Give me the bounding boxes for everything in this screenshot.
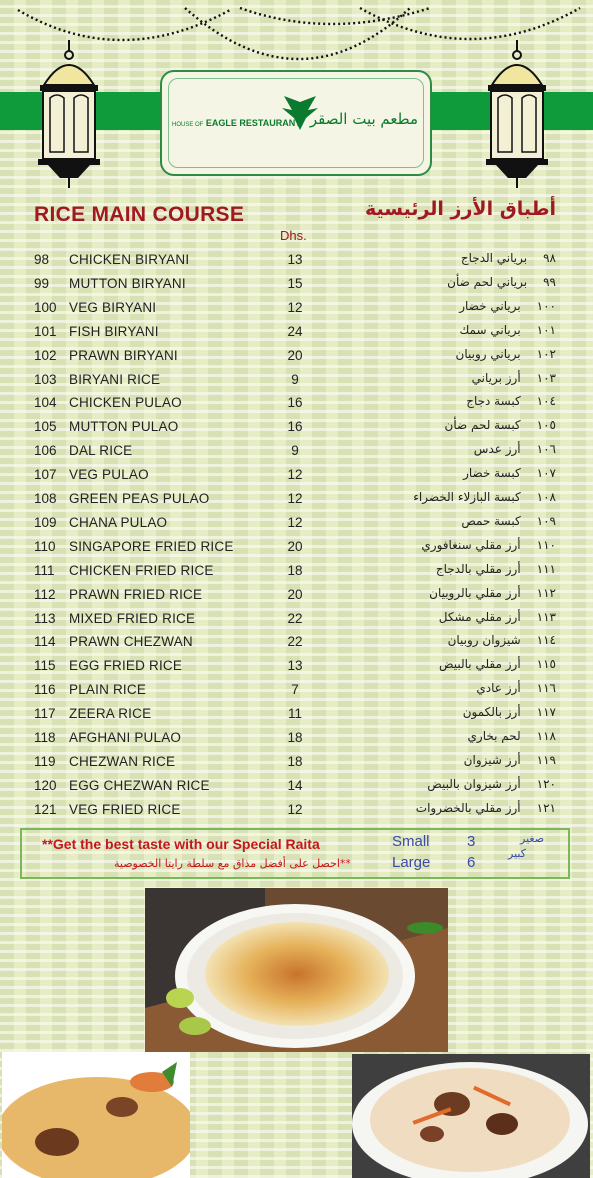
item-price: 7: [291, 682, 299, 698]
item-label-ar: برياني لحم ضأن: [447, 274, 528, 289]
item-name: PRAWN CHEZWAN: [69, 634, 193, 650]
item-number-ar: ١١٤: [536, 633, 556, 648]
item-number: 116: [34, 682, 56, 698]
item-name: GREEN PEAS PULAO: [69, 491, 210, 506]
raita-small-label: Small: [392, 833, 430, 850]
menu-item: [0, 727, 593, 751]
item-name: CHEZWAN RICE: [69, 753, 176, 769]
item-label-ar: برياني خضار: [459, 298, 521, 313]
item-label-ar: كبسة البازلاء الخضراء: [413, 490, 521, 504]
menu-item: [0, 560, 593, 584]
item-number: 101: [34, 323, 57, 339]
item-number: 117: [34, 706, 56, 722]
item-number: 107: [34, 467, 57, 483]
item-name: VEG BIRYANI: [69, 299, 157, 315]
menu-item: [0, 273, 593, 297]
item-label-ar: أرز مقلي بالروبيان: [429, 585, 521, 600]
section-title-en: RICE MAIN COURSE: [34, 203, 245, 226]
menu-item: [0, 464, 593, 488]
item-label-ar: لحم بخاري: [467, 729, 521, 743]
item-number-ar: ١٠٦: [536, 442, 556, 457]
item-number-ar: ١٢٠: [536, 776, 556, 791]
menu-item: [0, 297, 593, 321]
item-label-ar: أرز مقلي بالبيض: [439, 657, 521, 672]
menu-item: [0, 440, 593, 464]
item-number: 106: [34, 443, 57, 459]
item-price: 18: [287, 753, 303, 769]
item-name-ar: [445, 418, 557, 432]
logo-name-ar: مطعم بيت الصقر: [309, 110, 418, 128]
item-name: MUTTON PULAO: [69, 419, 179, 435]
item-number-ar: ١٠٧: [536, 466, 556, 481]
item-price: 12: [287, 299, 303, 315]
menu-item: [0, 392, 593, 416]
item-name-ar: [459, 323, 556, 337]
item-price: 20: [287, 586, 303, 602]
item-name-ar: [436, 562, 556, 576]
item-price: 12: [287, 491, 303, 506]
item-number-ar: ٩٨: [543, 251, 556, 265]
item-label-ar: كبسة لحم ضأن: [444, 418, 521, 433]
menu-item: [0, 488, 593, 512]
item-number-ar: ١٠٣: [536, 370, 556, 385]
raita-small-ar: صغير: [520, 832, 545, 845]
item-name: SINGAPORE FRIED RICE: [69, 538, 234, 554]
item-name-ar: [429, 586, 556, 600]
item-name-ar: [476, 681, 556, 695]
item-number-ar: ١٠٨: [536, 490, 556, 504]
item-price: 15: [287, 275, 303, 291]
menu-item: [0, 369, 593, 393]
item-price: 20: [287, 347, 303, 363]
item-number: 120: [34, 777, 57, 793]
item-number: 100: [34, 299, 57, 315]
item-label-ar: أرز بالكمون: [462, 705, 521, 720]
item-name: PRAWN BIRYANI: [69, 347, 178, 363]
biryani-plate-photo: [145, 888, 448, 1052]
item-name: MIXED FRIED RICE: [69, 610, 196, 626]
item-number: 115: [34, 658, 56, 674]
item-number-ar: ١١٩: [536, 752, 556, 767]
item-number: 113: [34, 610, 56, 626]
item-price: 9: [291, 371, 299, 387]
item-price: 13: [287, 658, 303, 674]
raita-large-price: 6: [467, 854, 476, 871]
item-number-ar: ١٠٩: [536, 513, 556, 528]
menu-item: [0, 703, 593, 727]
menu-item: [0, 608, 593, 632]
menu-item: [0, 416, 593, 440]
item-price: 13: [287, 252, 303, 267]
item-name: FISH BIRYANI: [69, 323, 159, 339]
item-price: 24: [287, 323, 303, 339]
menu-item: [0, 631, 593, 655]
item-number-ar: ١٠٤: [536, 394, 556, 409]
menu-item: [0, 345, 593, 369]
item-price: 16: [287, 395, 303, 411]
item-name-ar: [413, 490, 556, 504]
item-price: 12: [287, 467, 303, 483]
item-number-ar: ١٠٢: [536, 346, 556, 361]
item-name-ar: [447, 275, 556, 289]
section-title-ar: أطباق الأرز الرئيسية: [364, 198, 556, 220]
item-number-ar: ١١٦: [536, 681, 556, 696]
item-label-ar: أرز مقلي سنغافوري: [421, 537, 521, 552]
item-number-ar: ١١٢: [536, 585, 556, 600]
right-lantern-icon: [482, 40, 552, 190]
item-name: MUTTON BIRYANI: [69, 275, 186, 291]
item-name-ar: [456, 347, 556, 361]
item-name-ar: [463, 466, 556, 480]
item-number-ar: ١٢١: [536, 800, 556, 815]
item-label-ar: كبسة خضار: [463, 466, 521, 481]
item-label-ar: برياني سمك: [459, 322, 521, 337]
item-label-ar: برياني روبيان: [455, 346, 521, 361]
item-label-ar: برياني الدجاج: [460, 251, 528, 265]
item-number: 104: [34, 395, 57, 411]
item-number: 114: [34, 634, 56, 650]
item-name-ar: [463, 705, 556, 719]
item-label-ar: أرز برياني: [471, 370, 521, 385]
item-name: PRAWN FRIED RICE: [69, 586, 203, 602]
item-name-ar: [439, 610, 556, 624]
item-number-ar: ١١٥: [536, 657, 556, 672]
currency-label: Dhs.: [280, 228, 307, 243]
item-name: BIRYANI RICE: [69, 371, 161, 387]
item-label-ar: أرز شيزوان: [463, 752, 521, 767]
menu-item: [0, 679, 593, 703]
item-price: 12: [287, 514, 303, 530]
item-name-ar: [421, 538, 556, 552]
item-number-ar: ١١٣: [536, 609, 556, 624]
item-number: 112: [34, 586, 56, 602]
item-name-ar: [468, 729, 556, 743]
item-name-ar: [448, 633, 556, 647]
item-price: 12: [287, 801, 303, 817]
item-name-ar: [439, 657, 556, 671]
item-label-ar: أرز مقلي بالخضروات: [415, 800, 521, 815]
item-number: 105: [34, 419, 57, 435]
menu-item: [0, 536, 593, 560]
item-price: 18: [287, 730, 303, 745]
item-label-ar: شيزوان روبيان: [447, 633, 521, 648]
item-price: 22: [287, 634, 303, 650]
item-label-ar: أرز عدس: [473, 442, 521, 457]
menu-item: [0, 249, 593, 273]
item-number: 103: [34, 371, 57, 387]
item-name: EGG CHEZWAN RICE: [69, 777, 210, 793]
menu-item: [0, 751, 593, 775]
item-number: 118: [34, 730, 56, 745]
item-name: EGG FRIED RICE: [69, 658, 183, 674]
item-price: 22: [287, 610, 303, 626]
item-name-ar: [466, 394, 556, 408]
item-label-ar: كبسة دجاج: [466, 394, 521, 409]
menu-item: [0, 799, 593, 823]
item-label-ar: أرز مقلي مشكل: [438, 609, 521, 624]
item-price: 11: [287, 706, 302, 722]
item-label-ar: أرز شيزوان بالبيض: [427, 776, 521, 791]
item-name: AFGHANI PULAO: [69, 730, 182, 745]
item-name: DAL RICE: [69, 443, 133, 459]
item-name: CHANA PULAO: [69, 514, 168, 530]
item-number-ar: ١١٠: [536, 537, 556, 552]
item-name: CHICKEN PULAO: [69, 395, 182, 411]
item-label-ar: كبسة حمص: [461, 513, 521, 528]
logo-name-en: [172, 118, 301, 128]
item-number-ar: ١٠١: [536, 322, 556, 337]
menu-item: [0, 321, 593, 345]
raita-large-label: Large: [392, 854, 431, 871]
item-name-ar: [427, 777, 556, 791]
item-name-ar: [464, 753, 556, 767]
logo-prefix: HOUSE OF: [172, 122, 204, 128]
item-label-ar: أرز عادي: [476, 681, 521, 696]
menu-item: [0, 512, 593, 536]
item-price: 14: [287, 777, 303, 793]
item-number: 102: [34, 347, 57, 363]
raita-promo-box: [20, 828, 570, 879]
item-name-ar: [472, 371, 556, 385]
item-number-ar: ١١١: [536, 561, 556, 576]
item-name: PLAIN RICE: [69, 682, 147, 698]
raita-promo-ar: **احصل على أفضل مذاق مع سلطة رايتا الخصوصية: [114, 857, 351, 870]
logo-name: EAGLE RESTAURANT: [205, 118, 301, 128]
item-number-ar: ١٠٠: [536, 298, 556, 313]
item-name-ar: [461, 514, 556, 528]
item-number: 111: [34, 562, 55, 578]
item-name: CHICKEN FRIED RICE: [69, 562, 214, 578]
raita-small-price: 3: [467, 833, 476, 850]
item-name-ar: [474, 442, 556, 456]
item-number-ar: ١١٨: [536, 729, 556, 743]
item-number-ar: ٩٩: [543, 274, 556, 289]
item-number: 98: [34, 252, 50, 267]
pulao-plate-photo: [352, 1054, 590, 1178]
item-name: ZEERA RICE: [69, 706, 152, 722]
raita-large-ar: كبير: [508, 847, 526, 860]
item-price: 9: [291, 443, 299, 459]
item-name-ar: [416, 801, 556, 815]
item-number-ar: ١١٧: [536, 705, 556, 720]
menu-item: [0, 584, 593, 608]
menu-item: [0, 775, 593, 799]
left-lantern-icon: [34, 40, 104, 190]
item-name: VEG PULAO: [69, 467, 149, 483]
item-price: 18: [287, 562, 303, 578]
item-name-ar: [459, 299, 556, 313]
item-price: 20: [287, 538, 303, 554]
item-name: VEG FRIED RICE: [69, 801, 181, 817]
item-name-ar: [461, 251, 556, 265]
item-price: 16: [287, 419, 303, 435]
raita-promo-en: **Get the best taste with our Special Raita: [42, 836, 320, 852]
menu-item: [0, 655, 593, 679]
item-number: 108: [34, 491, 57, 506]
biryani-bowl-photo: [2, 1052, 190, 1178]
item-number: 110: [34, 538, 56, 554]
item-number-ar: ١٠٥: [536, 418, 556, 433]
item-number: 109: [34, 514, 57, 530]
item-number: 119: [34, 753, 56, 769]
item-name: CHICKEN BIRYANI: [69, 252, 190, 267]
item-number: 99: [34, 275, 50, 291]
item-label-ar: أرز مقلي بالدجاج: [435, 561, 521, 576]
restaurant-logo: [160, 70, 432, 176]
item-number: 121: [34, 801, 57, 817]
